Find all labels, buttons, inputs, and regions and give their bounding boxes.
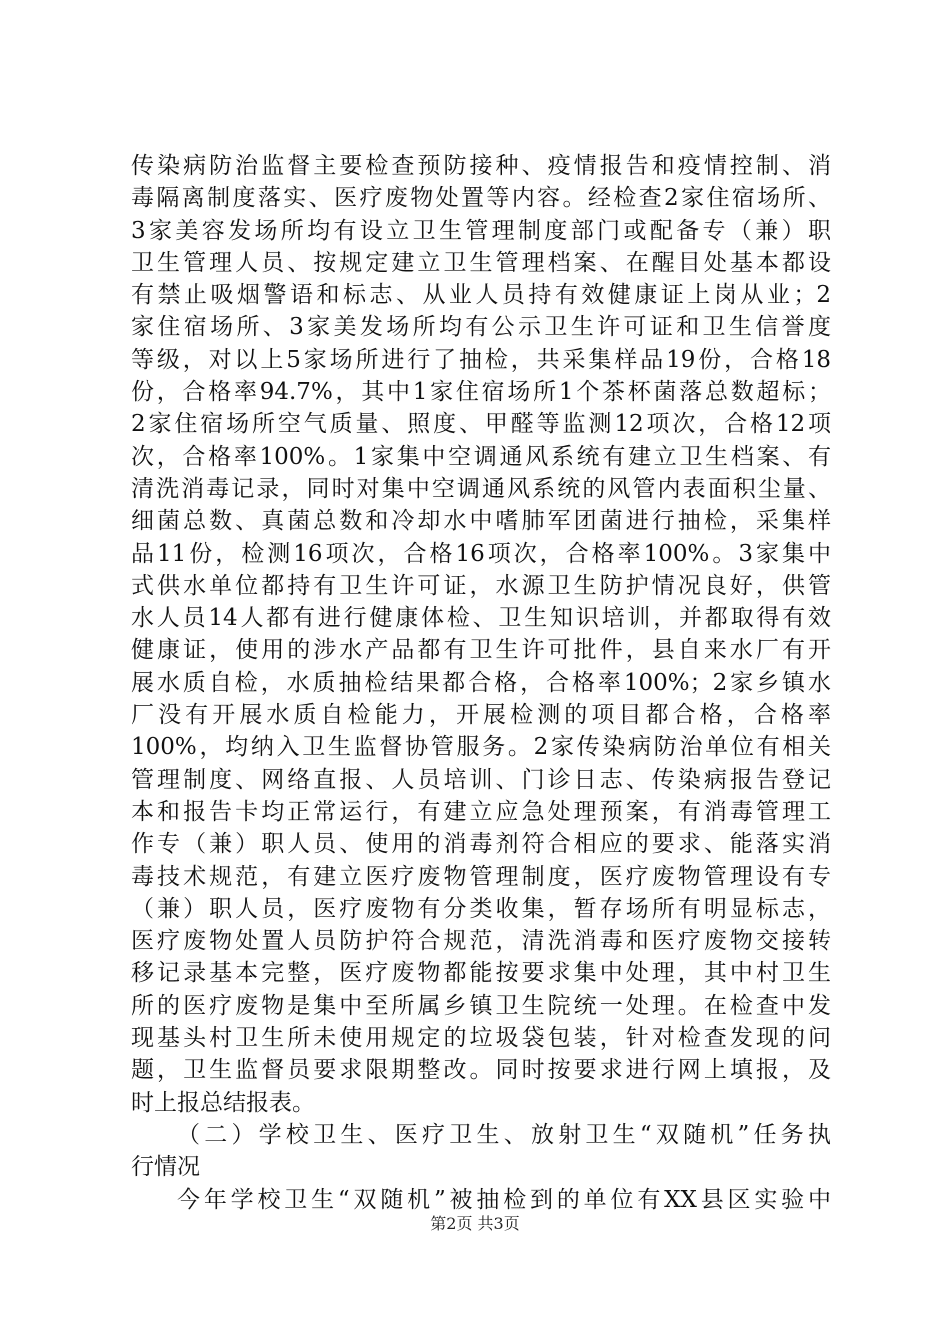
text-line: 本和报告卡均正常运行，有建立应急处理预案，有消毒管理工 [131,798,831,825]
text-line: 品11份，检测16项次，合格16项次，合格率100%。3家集中 [131,540,831,567]
text-line: 毒隔离制度落实、医疗废物处置等内容。经检查2家住宿场所、 [131,185,831,212]
text-line: 细菌总数、真菌总数和冷却水中嗜肺军团菌进行抽检，采集样 [131,508,831,535]
text-line: 份，合格率94.7%，其中1家住宿场所1个茶杯菌落总数超标； [131,379,831,406]
text-line: 清洗消毒记录，同时对集中空调通风系统的风管内表面积尘量、 [131,475,831,502]
text-line: 水人员14人都有进行健康体检、卫生知识培训，并都取得有效 [131,605,831,632]
text-line: 所的医疗废物是集中至所属乡镇卫生院统一处理。在检查中发 [131,992,831,1019]
text-line: 毒技术规范，有建立医疗废物管理制度，医疗废物管理设有专 [131,863,831,890]
text-line: 传染病防治监督主要检查预防接种、疫情报告和疫情控制、消 [131,153,831,179]
text-line: 今年学校卫生“双随机”被抽检到的单位有XX县区实验中 [177,1186,831,1213]
text-line: 厂没有开展水质自检能力，开展检测的项目都合格，合格率 [131,702,831,729]
page-footer: 第2页 共3页 [430,1214,520,1233]
section-heading-line: 行情况 [131,1154,200,1181]
text-line: 健康证，使用的涉水产品都有卫生许可批件，县自来水厂有开 [131,637,831,664]
text-line: 管理制度、网络直报、人员培训、门诊日志、传染病报告登记 [131,766,831,793]
text-line: 100%，均纳入卫生监督协管服务。2家传染病防治单位有相关 [131,734,831,761]
text-line: 医疗废物处置人员防护符合规范，清洗消毒和医疗废物交接转 [131,928,831,955]
text-line: 3家美容发场所均有设立卫生管理制度部门或配备专（兼）职 [131,217,831,244]
section-heading-line: （二）学校卫生、医疗卫生、放射卫生“双随机”任务执 [177,1121,831,1148]
text-line: 有禁止吸烟警语和标志、从业人员持有效健康证上岗从业；2 [131,282,831,309]
text-line: 移记录基本完整，医疗废物都能按要求集中处理，其中村卫生 [131,960,831,987]
text-line: （兼）职人员，医疗废物有分类收集，暂存场所有明显标志， [131,895,831,922]
document-body [131,150,831,1216]
text-line: 次，合格率100%。1家集中空调通风系统有建立卫生档案、有 [131,443,831,470]
text-line: 作专（兼）职人员、使用的消毒剂符合相应的要求、能落实消 [131,831,831,858]
text-line: 题，卫生监督员要求限期整改。同时按要求进行网上填报，及 [131,1057,831,1084]
text-line: 现基头村卫生所未使用规定的垃圾袋包装，针对检查发现的问 [131,1025,831,1052]
text-line: 展水质自检，水质抽检结果都合格，合格率100%；2家乡镇水 [131,669,831,696]
text-line: 2家住宿场所空气质量、照度、甲醛等监测12项次，合格12项 [131,411,831,438]
text-line: 卫生管理人员、按规定建立卫生管理档案、在醒目处基本都设 [131,249,831,276]
text-line: 家住宿场所、3家美发场所均有公示卫生许可证和卫生信誉度 [131,314,831,341]
text-line: 时上报总结报表。 [131,1089,315,1116]
text-line: 等级，对以上5家场所进行了抽检，共采集样品19份，合格18 [131,346,831,373]
text-line: 式供水单位都持有卫生许可证，水源卫生防护情况良好，供管 [131,572,831,599]
